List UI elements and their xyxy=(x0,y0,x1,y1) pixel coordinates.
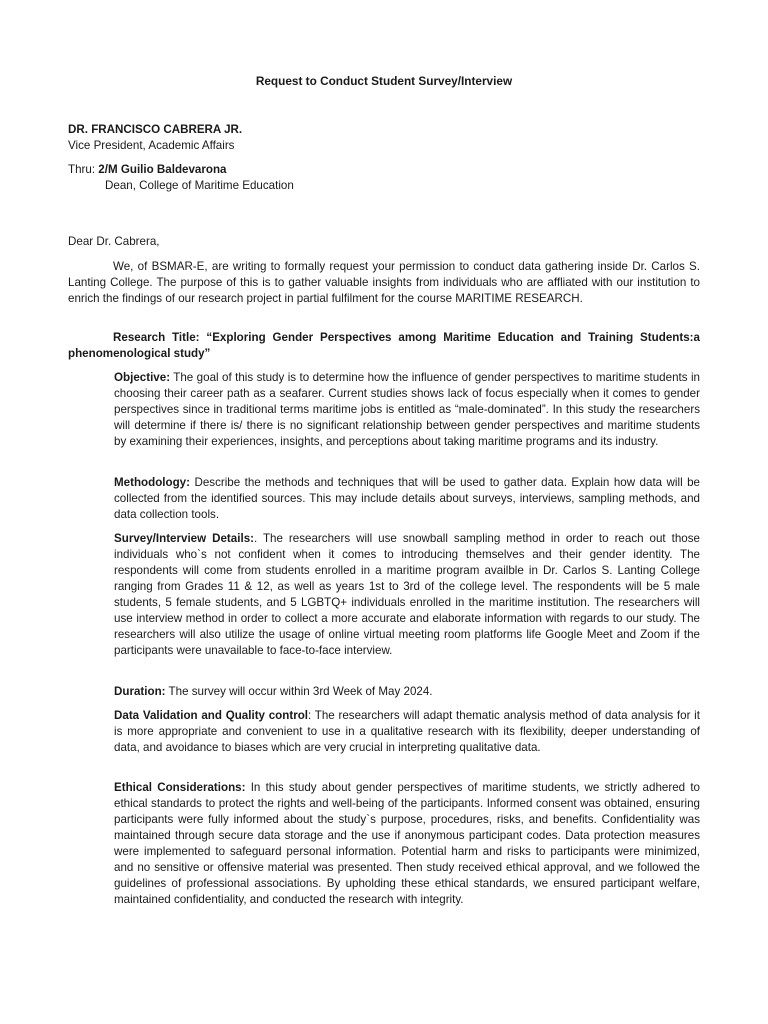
section-data-validation xyxy=(114,708,700,756)
thru-line xyxy=(68,162,227,178)
research-title-value: “Exploring Gender Perspectives among Maritime Education and Training Students:a phenomenological study” xyxy=(68,331,700,360)
section-label: Survey/Interview Details: xyxy=(114,532,254,545)
thru-name: 2/M Guilio Baldevarona xyxy=(98,163,227,176)
section-text: Describe the methods and techniques that will be used to gather data. Explain how data will be collected from the identified sources. This may include details about surveys, interviews, sampling methods, and data collection tools. xyxy=(114,476,700,521)
recipient-position: Vice President, Academic Affairs xyxy=(68,139,235,152)
section-label: Ethical Considerations: xyxy=(114,781,246,794)
recipient-block xyxy=(68,122,242,154)
section-text: The survey will occur within 3rd Week of May 2024. xyxy=(165,685,433,698)
section-methodology xyxy=(114,475,700,523)
research-title-paragraph xyxy=(68,330,700,362)
section-label: Objective: xyxy=(114,371,171,384)
section-label: Duration: xyxy=(114,685,166,698)
thru-position: Dean, College of Maritime Education xyxy=(105,179,294,192)
recipient-name: DR. FRANCISCO CABRERA JR. xyxy=(68,123,243,136)
document-title: Request to Conduct Student Survey/Interview xyxy=(255,74,513,88)
section-text: In this study about gender perspectives of maritime students, we strictly adhered to ethical standards to protect the rights and well-being of the participants. Informed consent was obtained, ensuring participants were fully informed about the study`s purpose, procedures, risks, and benefits. Confidentiality was maintained through secure data storage and the use if anonymous participant codes. Data protection measures were implemented to safeguard personal information. Potential harm and risks to participants were minimized, and no sensitive or offensive material was presented. Then study received ethical approval, and we followed the guidelines of professional associations. By upholding these ethical standards, we ensured participant welfare, maintained confidentiality, and conducted the research with integrity. xyxy=(114,781,700,906)
section-objective xyxy=(114,370,700,450)
thru-label: Thru: xyxy=(68,163,96,176)
section-text: : The researchers will adapt thematic analysis method of data analysis for it is more appropriate and convenient to use in a qualitative research with its flexibility, deeper understanding of data, and avoidance to biases which are very crucial in interpreting qualitative data. xyxy=(114,709,700,754)
intro-paragraph: We, of BSMAR-E, are writing to formally request your permission to conduct data gathering inside Dr. Carlos S. Lanting College. The purpose of this is to gather valuable insights from individuals who are affliated with our institution to enrich the findings of our research project in partial fulfilment for the course MARITIME RESEARCH. xyxy=(68,260,700,305)
section-text: . The researchers will use snowball sampling method in order to reach out those individuals who`s not confident when it comes to introducing themselves and their gender identity. The respondents will come from students enrolled in a maritime program availble in Dr. Carlos S. Lanting College ranging from Grades 11 & 12, as well as years 1st to 3rd of the college level. The respondents will be 5 male students, 5 female students, and 5 LGBTQ+ individuals enrolled in the maritime institution. The researchers will use interview method in order to collect a more accurate and elaborate information with regards to our study. The researchers will also utilize the usage of online virtual meeting room platforms life Google Meet and Zoom if the participants were unavailable to face-to-face interview. xyxy=(114,532,700,657)
section-ethical-considerations xyxy=(114,780,700,908)
section-duration xyxy=(114,684,700,700)
section-label: Methodology: xyxy=(114,476,190,489)
research-title-label: Research Title: xyxy=(113,331,200,344)
salutation: Dear Dr. Cabrera, xyxy=(68,235,160,248)
section-survey-interview-details xyxy=(114,531,700,659)
section-label: Data Validation and Quality control xyxy=(114,709,309,722)
section-text: The goal of this study is to determine how the influence of gender perspectives to maritime students in choosing their career path as a seafarer. Current studies shows lack of focus especially when it comes to gender perspectives since in traditional terms maritime jobs is entitled as “male-dominated”. In this study the researchers will determine if there is/ there is no significant relationship between gender perspectives and maritime students by examining their experiences, insights, and perceptions about taking maritime programs and its industry. xyxy=(114,371,700,448)
